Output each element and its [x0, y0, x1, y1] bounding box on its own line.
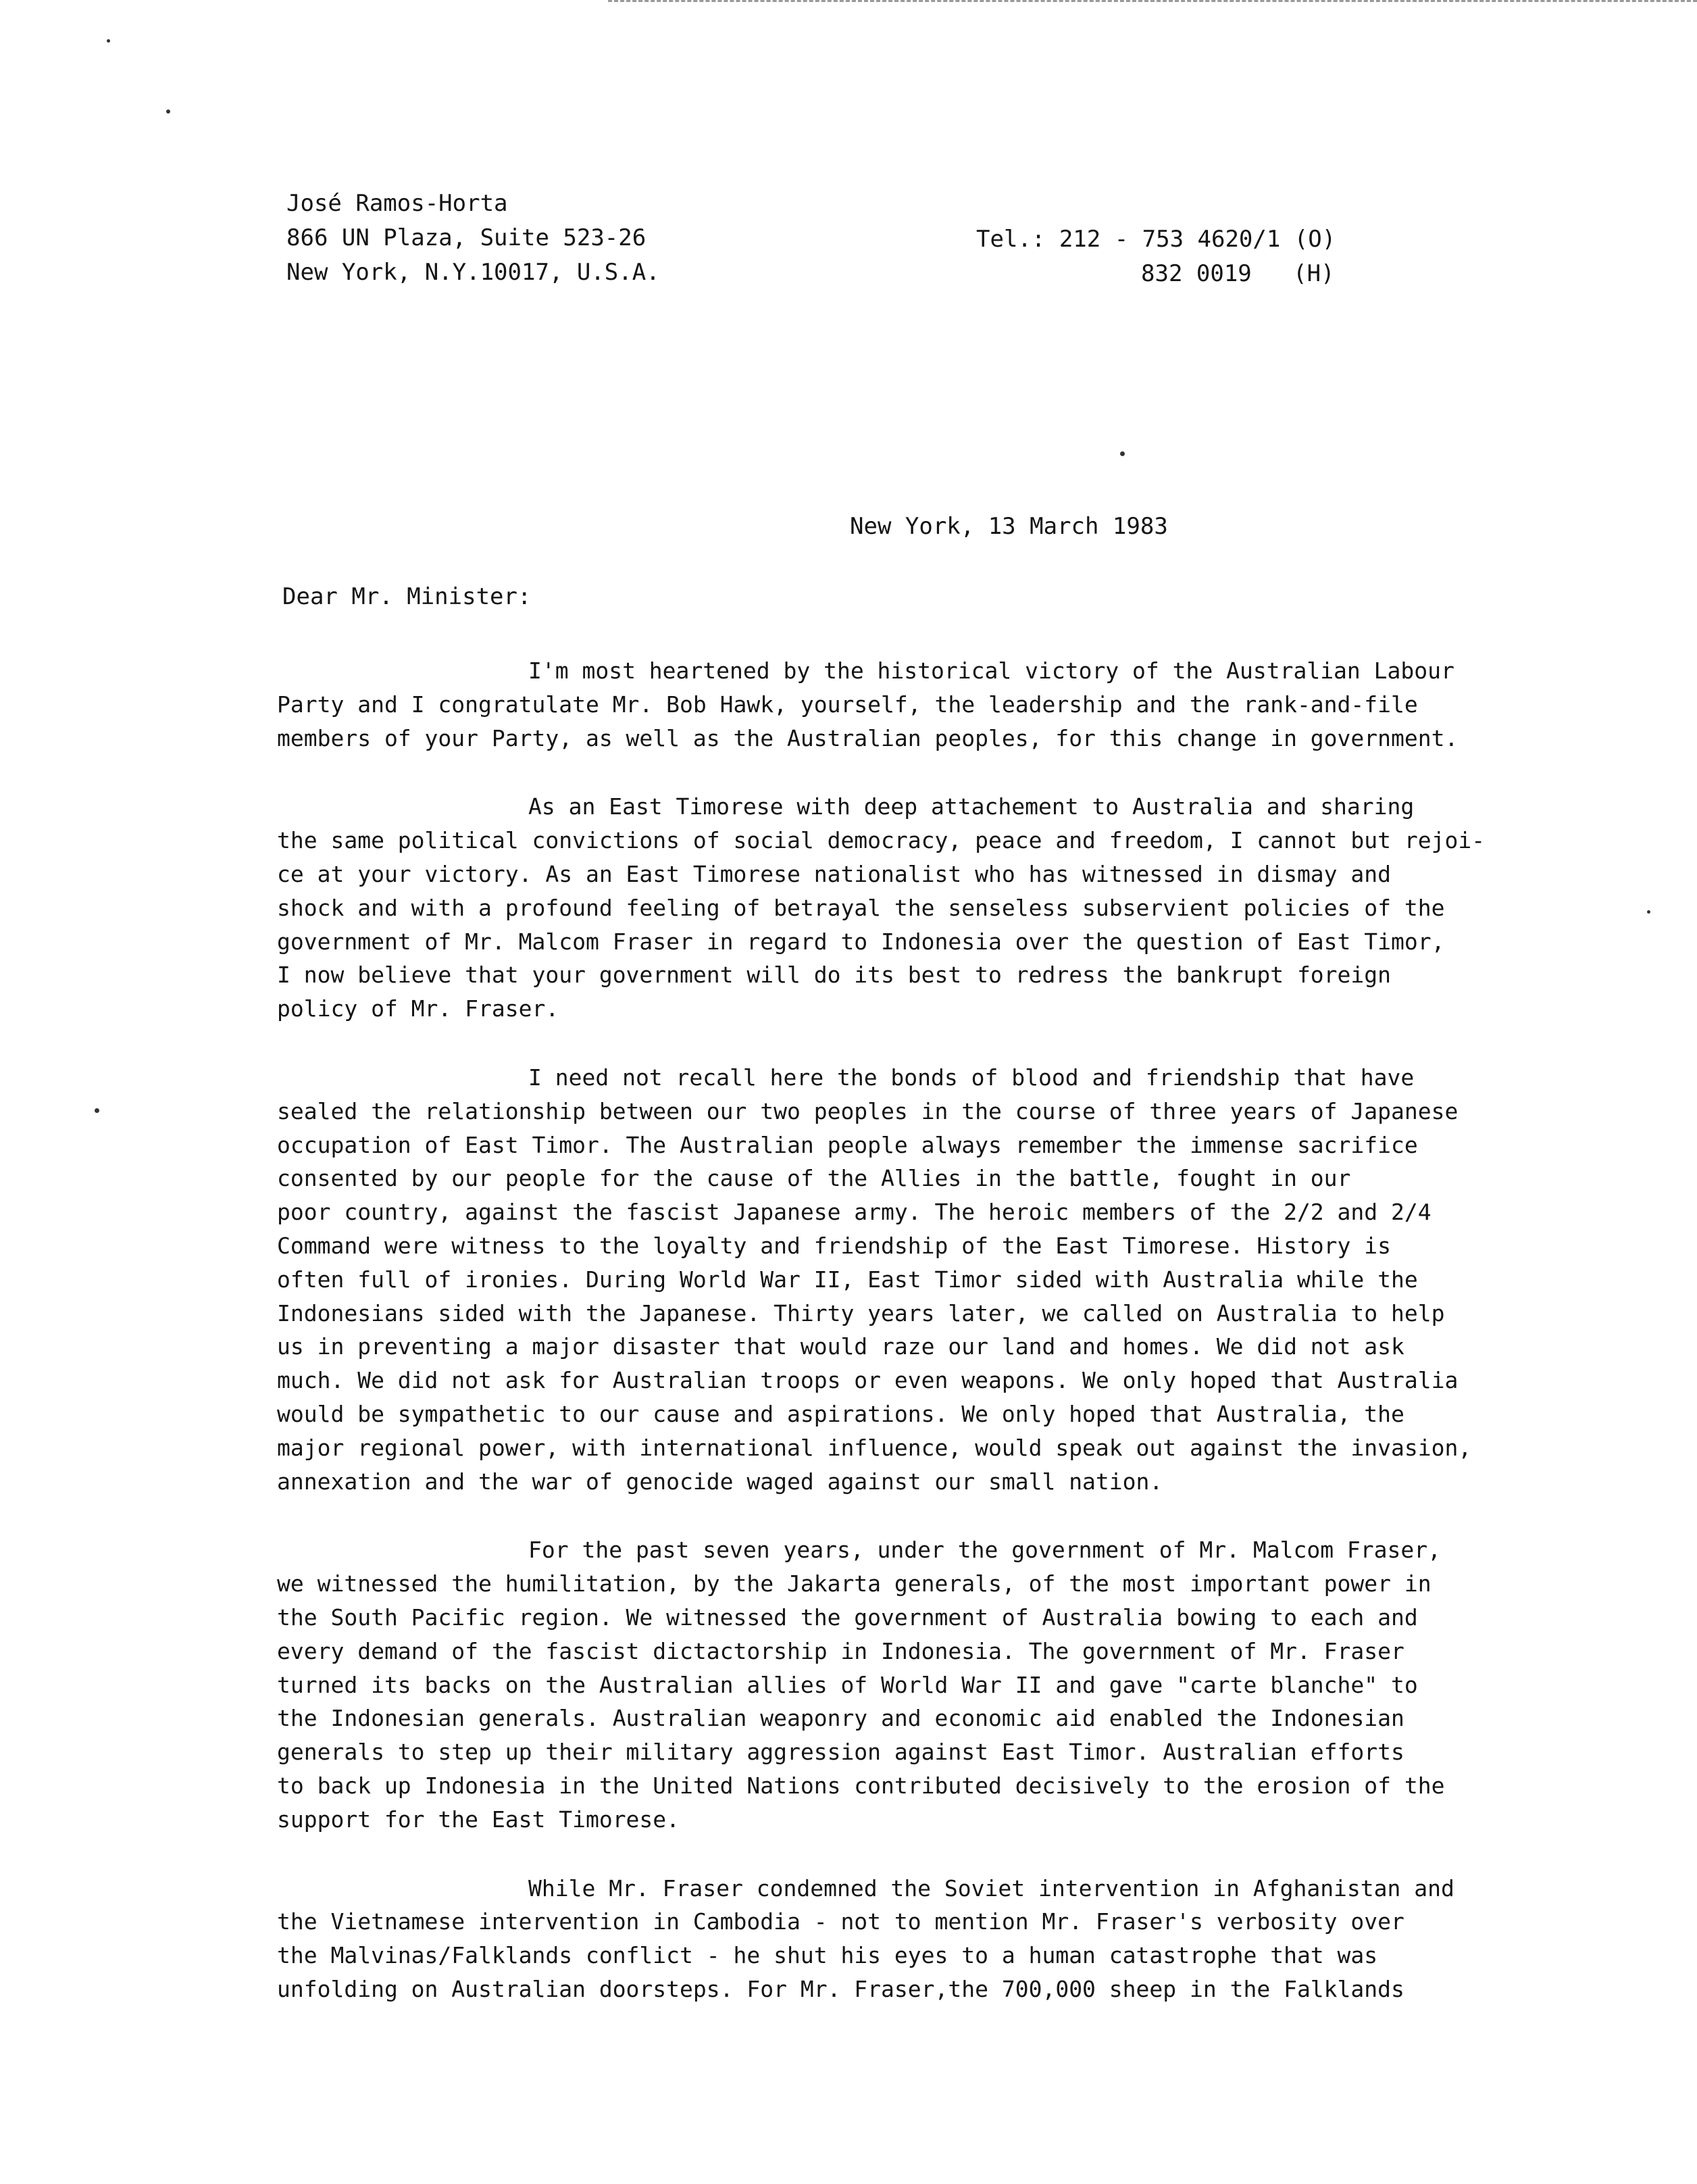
paragraph-line: Indonesians sided with the Japanese. Thirty years later, we called on Australia to help [277, 1299, 1445, 1326]
paragraph-line: the same political convictions of social democracy, peace and freedom, I cannot but rejoi- [277, 827, 1486, 854]
paragraph-line: us in preventing a major disaster that would raze our land and homes. We did not ask [277, 1333, 1404, 1360]
letter-body [277, 654, 1506, 2041]
scan-speck [1647, 910, 1650, 914]
body-paragraph [277, 654, 1506, 755]
paragraph-line: ce at your victory. As an East Timorese nationalist who has witnessed in dismay and [277, 860, 1392, 887]
paragraph-line: While Mr. Fraser condemned the Soviet intervention in Afghanistan and [528, 1875, 1454, 1902]
paragraph-line: major regional power, with international influence, would speak out against the invasion, [277, 1434, 1472, 1461]
body-paragraph [277, 1872, 1506, 2006]
paragraph-line: much. We did not ask for Australian troops or even weapons. We only hoped that Australia [277, 1367, 1459, 1394]
dateline: New York, 13 March 1983 [850, 513, 1168, 540]
phone-block [976, 222, 1336, 291]
paragraph-line: would be sympathetic to our cause and aspirations. We only hoped that Australia, the [277, 1400, 1404, 1427]
paragraph-line: consented by our people for the cause of the Allies in the battle, fought in our [277, 1165, 1351, 1192]
paragraph-line: to back up Indonesia in the United Nations contributed decisively to the erosion of the [277, 1772, 1445, 1799]
phone-home: 832 0019 (H) [1141, 260, 1335, 287]
paragraph-line: I need not recall here the bonds of blood and friendship that have [528, 1064, 1415, 1091]
sender-street: 866 UN Plaza, Suite 523-26 [286, 224, 647, 251]
paragraph-line: Party and I congratulate Mr. Bob Hawk, yourself, the leadership and the rank-and-file [277, 691, 1418, 718]
paragraph-line: poor country, against the fascist Japanese army. The heroic members of the 2/2 and 2/4 [277, 1199, 1432, 1226]
paragraph-line: support for the East Timorese. [277, 1806, 680, 1833]
paragraph-line: members of your Party, as well as the Australian peoples, for this change in government. [277, 724, 1459, 751]
paragraph-line: shock and with a profound feeling of betrayal the senseless subservient policies of the [277, 894, 1445, 921]
paragraph-line: policy of Mr. Fraser. [277, 995, 559, 1022]
scan-edge-artifact [608, 0, 1697, 9]
body-paragraph [277, 1061, 1506, 1498]
paragraph-line: every demand of the fascist dictactorship in Indonesia. The government of Mr. Fraser [277, 1637, 1404, 1664]
sender-name: José Ramos-Horta [286, 190, 508, 217]
sender-city: New York, N.Y.10017, U.S.A. [286, 259, 660, 286]
paragraph-line: I'm most heartened by the historical victory of the Australian Labour [528, 657, 1454, 684]
paragraph-line: occupation of East Timor. The Australian people always remember the immense sacrifice [277, 1131, 1418, 1158]
body-paragraph [277, 1533, 1506, 1836]
paragraph-line: sealed the relationship between our two peoples in the course of three years of Japanese [277, 1097, 1459, 1124]
paragraph-line: As an East Timorese with deep attachement to Australia and sharing [528, 793, 1415, 820]
paragraph-line: the Malvinas/Falklands conflict - he shut his eyes to a human catastrophe that was [277, 1942, 1378, 1969]
paragraph-line: we witnessed the humilitation, by the Jakarta generals, of the most important power in [277, 1570, 1432, 1597]
scan-speck [95, 1108, 99, 1113]
phone-office: Tel.: 212 - 753 4620/1 (O) [976, 226, 1336, 253]
paragraph-line: annexation and the war of genocide waged against our small nation. [277, 1468, 1163, 1495]
paragraph-line: I now believe that your government will do its best to redress the bankrupt foreign [277, 962, 1392, 989]
paragraph-line: generals to step up their military aggression against East Timor. Australian efforts [277, 1739, 1404, 1766]
salutation: Dear Mr. Minister: [282, 583, 532, 610]
paragraph-line: the South Pacific region. We witnessed the government of Australia bowing to each and [277, 1604, 1418, 1631]
paragraph-line: unfolding on Australian doorsteps. For Mr. Fraser,the 700,000 sheep in the Falklands [277, 1975, 1404, 2002]
scan-speck [107, 39, 110, 43]
paragraph-line: the Vietnamese intervention in Cambodia - not to mention Mr. Fraser's verbosity over [277, 1908, 1404, 1935]
paragraph-line: For the past seven years, under the government of Mr. Malcom Fraser, [528, 1537, 1442, 1564]
paragraph-line: often full of ironies. During World War II, East Timor sided with Australia while the [277, 1266, 1418, 1293]
body-paragraph [277, 790, 1506, 1026]
paragraph-line: turned its backs on the Australian allies of World War II and gave "carte blanche" to [277, 1671, 1418, 1698]
paragraph-line: Command were witness to the loyalty and friendship of the East Timorese. History is [277, 1232, 1392, 1259]
paragraph-line: government of Mr. Malcom Fraser in regard to Indonesia over the question of East Timor, [277, 928, 1445, 955]
scan-speck [1120, 451, 1125, 456]
paragraph-line: the Indonesian generals. Australian weaponry and economic aid enabled the Indonesian [277, 1705, 1404, 1732]
scan-speck [166, 109, 170, 114]
sender-address [286, 187, 660, 290]
